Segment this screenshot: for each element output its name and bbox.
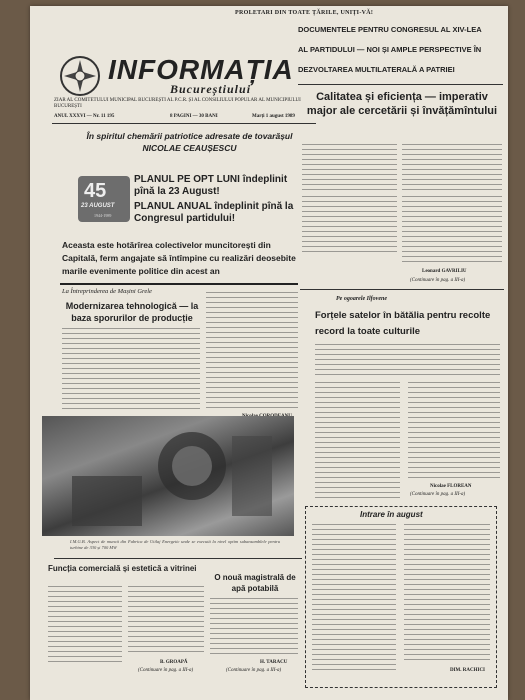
congress-rule (298, 84, 503, 85)
masthead-rule (52, 123, 316, 124)
party-emblem-icon (58, 54, 102, 98)
water-continued: (Continuare în pag. a III-a) (226, 668, 282, 673)
quality-headline: Calitatea și eficiența — imperativ major ale cercetării și învățămîntului (306, 91, 498, 117)
badge-number: 45 (84, 180, 107, 202)
anniversary-badge (78, 176, 130, 222)
commerce-text-col1 (48, 586, 122, 664)
issue-date: Marți 1 august 1989 (252, 114, 295, 119)
commerce-text-col2 (128, 586, 204, 656)
machines-headline: Modernizarea tehnologică — la baza sporurilor de producție (65, 301, 199, 323)
fields-text-col1 (315, 382, 400, 502)
august-text-col2 (404, 524, 490, 664)
august-author: DIM. RACHICI (450, 668, 485, 673)
commerce-headline: Funcția comercială și estetică a vitrinei (48, 564, 197, 573)
machines-text-col1 (62, 328, 200, 410)
lead-kicker: În spiritul chemării patriotice adresate de tovarășul NICOLAE CEAUȘESCU (86, 131, 293, 153)
quality-text-col4 (402, 196, 502, 266)
lead-point-2: PLANUL ANUAL îndeplinit pînă la Congresul partidului! (134, 201, 294, 224)
lead-point-1: PLANUL PE OPT LUNI îndeplinit pînă la 23 August! (134, 174, 288, 197)
fields-kicker: Pe ogoarele Ilfovene (336, 296, 387, 302)
congress-line-2: AL PARTIDULUI — NOI ȘI AMPLE PERSPECTIVE ÎN (298, 45, 482, 54)
photo-caption: I.M.G.B. Aspect de muncă din Fabrica de Utilaj Energetic unde se execută la nivel optim subansamblele pentru turbine de 330 și 700 MW (70, 539, 280, 551)
badge-text: 23 AUGUST (81, 203, 115, 209)
issue-year: ANUL XXXVI — Nr. 11 195 (54, 114, 115, 119)
water-author: H. TARACU (260, 660, 288, 665)
congress-line-1: DOCUMENTELE PENTRU CONGRESUL AL XIV-LEA (298, 25, 482, 34)
fields-author: Nicolae FLOREAN (430, 484, 472, 489)
congress-line-3: DEZVOLTAREA MULTILATERALĂ A PATRIEI (298, 65, 455, 74)
fields-continued: (Continuare în pag. a III-a) (410, 492, 466, 497)
lead-rule (60, 283, 298, 285)
turbine-icon (42, 416, 294, 536)
commerce-continued: (Continuare în pag. a III-a) (138, 668, 194, 673)
masthead-motto: PROLETARI DIN TOATE ȚĂRILE, UNIȚI-VĂ! (235, 10, 374, 16)
newspaper-page (30, 6, 508, 700)
factory-photo (42, 416, 294, 536)
quality-text-col1 (302, 144, 397, 190)
badge-years: 1944-1989 (94, 213, 112, 218)
congress-box (298, 20, 503, 80)
quality-text-col3 (302, 196, 397, 256)
fields-text-col2 (408, 382, 500, 482)
fields-summary (315, 344, 500, 376)
machines-section: La Întreprinderea de Mașini Grele (62, 288, 152, 295)
masthead-subtitle: Bucureștiului (170, 82, 252, 96)
fields-headline: Forțele satelor în bătălia pentru recolte record la toate culturile (315, 310, 491, 337)
machines-text-col2 (206, 292, 298, 410)
quality-rule (300, 289, 504, 290)
quality-author: Leonard GAVRILIU (422, 269, 467, 274)
masthead-title: INFORMAȚIA (108, 54, 294, 85)
august-text-col1 (312, 524, 396, 674)
water-text (210, 598, 298, 658)
quality-continued: (Continuare în pag. a III-a) (410, 278, 466, 283)
water-headline: O nouă magistrală de apă potabilă (214, 573, 296, 593)
lead-decision: Aceasta este hotărîrea colectivelor muncitorești din Capitală, ferm angajate să întîmpine cu realizări deosebite marile evenimente politice din acest an (62, 240, 296, 276)
issue-pages: 8 PAGINI — 30 BANI (170, 114, 218, 119)
quality-text-col2 (402, 144, 502, 190)
masthead-organ: ZIAR AL COMITETULUI MUNICIPAL BUCUREȘTI AL P.C.R. ȘI AL CONSILIULUI POPULAR AL MUNICIPIULUI BUCUREȘTI (54, 98, 301, 109)
commerce-author: B. GROAPĂ (160, 660, 188, 665)
august-headline: Intrare în august (360, 510, 423, 519)
photo-rule (54, 558, 302, 559)
